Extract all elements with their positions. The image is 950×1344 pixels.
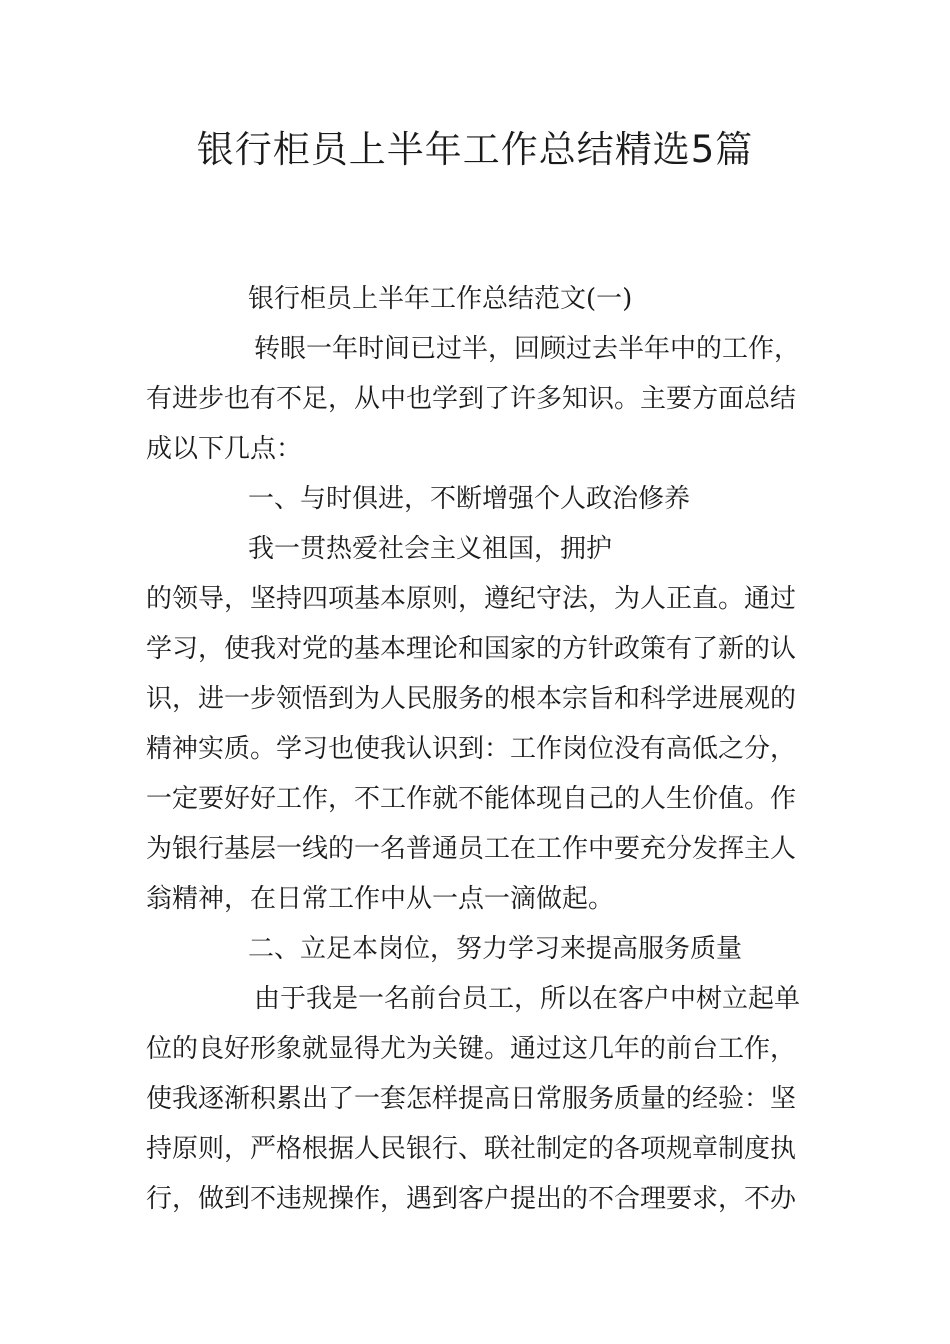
paragraph-line: 成以下几点： bbox=[146, 434, 303, 464]
document-title: 银行柜员上半年工作总结精选5篇 bbox=[196, 128, 754, 171]
paragraph-line: 有进步也有不足，从中也学到了许多知识。主要方面总结 bbox=[146, 384, 797, 414]
paragraph-line: 使我逐渐积累出了一套怎样提高日常服务质量的经验：坚 bbox=[146, 1084, 797, 1114]
section-heading-sample-one: 银行柜员上半年工作总结范文(一) bbox=[248, 284, 633, 314]
paragraph-line: 持原则，严格根据人民银行、联社制定的各项规章制度执 bbox=[146, 1134, 797, 1164]
paragraph-line: 为银行基层一线的一名普通员工在工作中要充分发挥主人 bbox=[146, 834, 797, 864]
paragraph-line: 转眼一年时间已过半，回顾过去半年中的工作， bbox=[254, 334, 801, 364]
paragraph-line: 由于我是一名前台员工，所以在客户中树立起单 bbox=[254, 984, 801, 1014]
paragraph-line: 学习，使我对党的基本理论和国家的方针政策有了新的认 bbox=[146, 634, 797, 664]
paragraph-line: 翁精神，在日常工作中从一点一滴做起。 bbox=[146, 884, 615, 914]
paragraph-line: 精神实质。学习也使我认识到：工作岗位没有高低之分， bbox=[146, 734, 797, 764]
paragraph-line: 的领导，坚持四项基本原则，遵纪守法，为人正直。通过 bbox=[146, 584, 797, 614]
paragraph-line: 识，进一步领悟到为人民服务的根本宗旨和科学进展观的 bbox=[146, 684, 797, 714]
section-heading-one: 一、与时俱进，不断增强个人政治修养 bbox=[248, 484, 691, 514]
paragraph-line: 位的良好形象就显得尤为关键。通过这几年的前台工作， bbox=[146, 1034, 797, 1064]
paragraph-line: 行，做到不违规操作，遇到客户提出的不合理要求，不办 bbox=[146, 1184, 797, 1214]
paragraph-line: 我一贯热爱社会主义祖国，拥护 bbox=[248, 534, 613, 564]
section-heading-two: 二、立足本岗位，努力学习来提高服务质量 bbox=[248, 934, 743, 964]
paragraph-line: 一定要好好工作，不工作就不能体现自己的人生价值。作 bbox=[146, 784, 797, 814]
